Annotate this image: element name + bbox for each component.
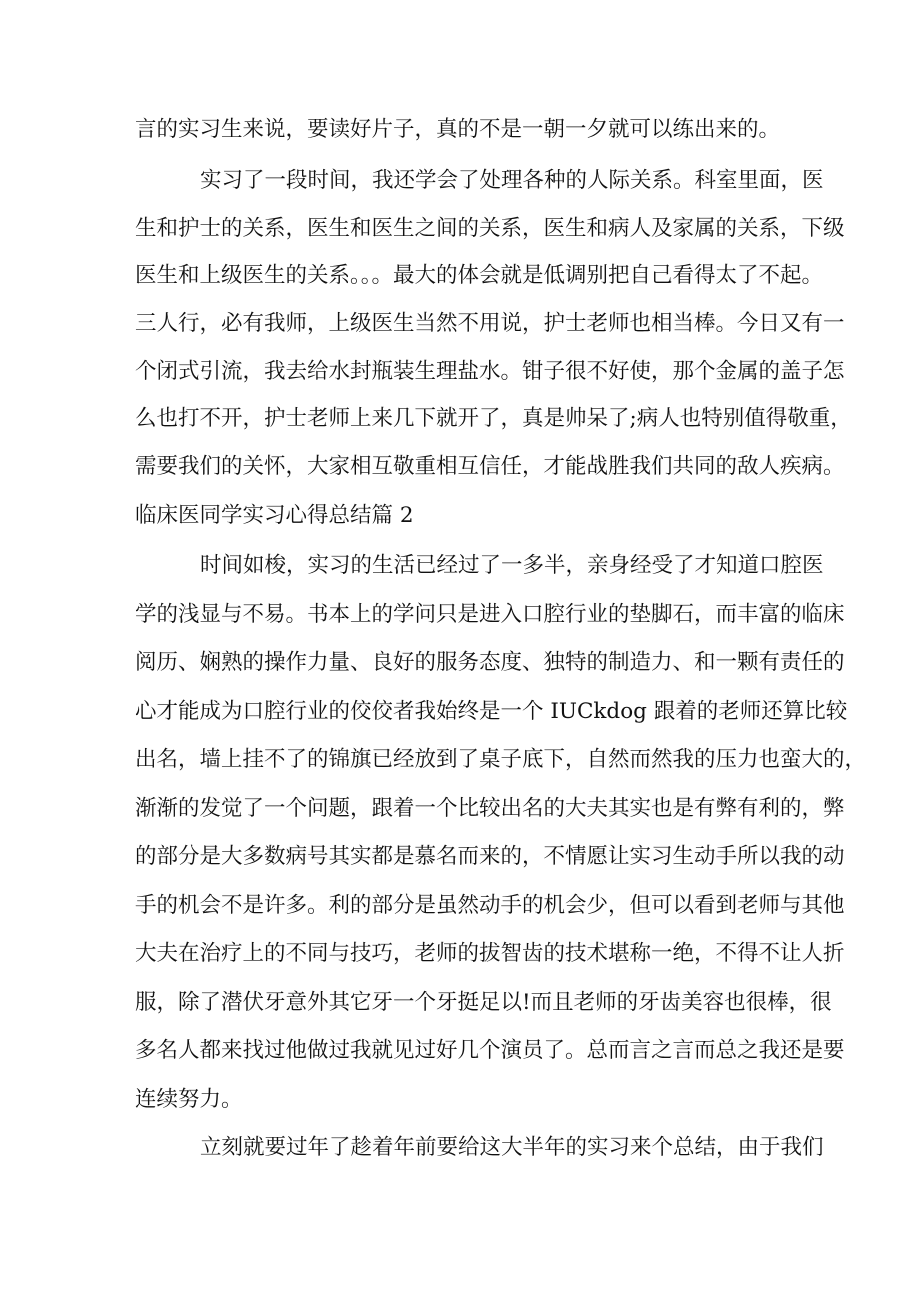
text-line: 生和护士的关系，医生和医生之间的关系，医生和病人及家属的关系，下级: [135, 216, 845, 241]
text-line: 渐渐的发觉了一个问题，跟着一个比较出名的大夫其实也是有弊有利的，弊: [135, 796, 845, 821]
paragraph-first-line: 实习了一段时间，我还学会了处理各种的人际关系。科室里面，医: [200, 168, 824, 193]
text-line: 言的实习生来说，要读好片子，真的不是一朝一夕就可以练出来的。: [135, 117, 781, 142]
text-line: 手的机会不是许多。利的部分是虽然动手的机会少，但可以看到老师与其他: [135, 893, 845, 918]
text-line: 大夫在治疗上的不同与技巧，老师的拔智齿的技术堪称一绝，不得不让人折: [135, 941, 845, 966]
paragraph-first-line: 立刻就要过年了趁着年前要给这大半年的实习来个总结，由于我们: [200, 1135, 824, 1160]
text-line: 个闭式引流，我去给水封瓶装生理盐水。钳子很不好使，那个金属的盖子怎: [135, 359, 845, 384]
text-line: 学的浅显与不易。书本上的学问只是进入口腔行业的垫脚石，而丰富的临床: [135, 602, 845, 627]
text-line: 连续努力。: [135, 1087, 243, 1112]
text-line: 阅历、娴熟的操作力量、良好的服务态度、独特的制造力、和一颗有责任的: [135, 650, 845, 675]
text-line: 的部分是大多数病号其实都是慕名而来的，不情愿让实习生动手所以我的动: [135, 844, 845, 869]
paragraph-first-line: 时间如梭，实习的生活已经过了一多半，亲身经受了才知道口腔医: [200, 553, 824, 578]
text-line: 出名，墙上挂不了的锦旗已经放到了桌子底下，自然而然我的压力也蛮大的，: [135, 747, 867, 772]
text-line: 三人行，必有我师，上级医生当然不用说，护士老师也相当棒。今日又有一: [135, 311, 845, 336]
text-line: 么也打不开，护士老师上来几下就开了，真是帅呆了;病人也特别值得敬重，: [135, 406, 852, 431]
text-line: 服，除了潜伏牙意外其它牙一个牙挺足以!而且老师的牙齿美容也很棒，很: [135, 990, 832, 1015]
text-line: 心才能成为口腔行业的佼佼者我始终是一个 IUCkdog 跟着的老师还算比较: [135, 699, 848, 724]
text-line: 需要我们的关怀，大家相互敬重相互信任，才能战胜我们共同的敌人疾病。: [135, 454, 845, 479]
section-heading: 临床医同学实习心得总结篇 2: [135, 503, 414, 528]
text-line: 医生和上级医生的关系。。。最大的体会就是低调别把自己看得太了不起。: [135, 263, 824, 288]
text-line: 多名人都来找过他做过我就见过好几个演员了。总而言之言而总之我还是要: [135, 1038, 845, 1063]
